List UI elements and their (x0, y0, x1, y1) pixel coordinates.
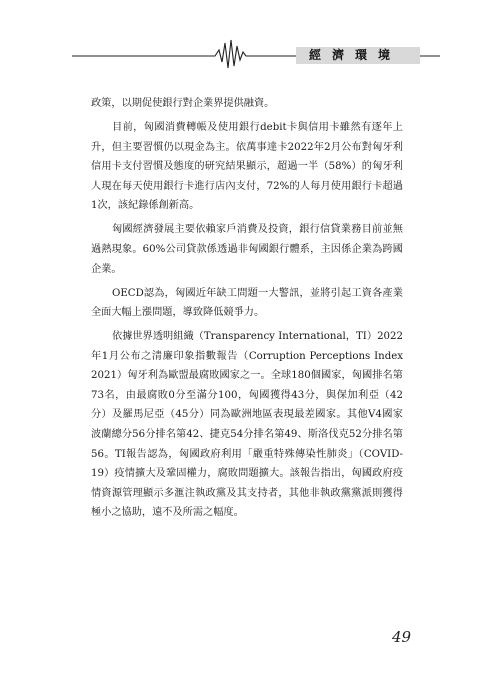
article-body (91, 94, 403, 527)
paragraph-economic-development: 匈國經濟發展主要依賴家戶消費及投資，銀行信貸業務目前並無過熱現象。60%公司貸款係透過非匈國銀行體系，主因係企業為跨國企業。 (91, 224, 403, 275)
paragraph-card-payments: 目前，匈國消費轉帳及使用銀行debit卡與信用卡雖然有逐年上升，但主要習慣仍以現金為主。依萬事達卡2022年2月公布對匈牙利信用卡支付習慣及態度的研究結果顯示，超過一半（58%）的匈牙利人現在每天使用銀行卡進行店內支付，72%的人每月使用銀行卡超過1次，該紀錄係創新高。 (91, 121, 403, 212)
heartbeat-line-ornament (0, 0, 480, 80)
section-label: 經濟環境 (296, 47, 420, 64)
page-header (0, 0, 480, 80)
paragraph-oecd: OECD認為，匈國近年缺工問題一大警訊，並將引起工資各產業全面大幅上漲問題，導致降低競爭力。 (91, 287, 403, 319)
page-number: 49 (392, 628, 412, 646)
paragraph-corruption-index: 依據世界透明組織（Transparency International，TI）2022年1月公布之清廉印象指數報告（Corruption Perceptions Index 2021）匈牙利為歐盟最腐敗國家之一。全球180個國家，匈國排名第73名，由最腐敗0分至滿分100，匈國獲得43分，與保加利亞（42分）及羅馬尼亞（45分）同為歐洲地區表現最差國家。其他V4國家波蘭總分56分排名第42、捷克54分排名第49、斯洛伐克52分排名第56。TI報告認為，匈國政府利用「嚴重特殊傳染性肺炎」（COVID-19）疫情擴大及鞏固權力，腐敗問題擴大。該報告指出，匈國政府疫情資源管理顯示多滙注執政黨及其支持者，其他非執政黨黨派則獲得極小之協助，遠不及所需之幅度。 (91, 331, 403, 519)
paragraph-continuation: 政策，以期促使銀行對企業界提供融資。 (91, 98, 275, 109)
